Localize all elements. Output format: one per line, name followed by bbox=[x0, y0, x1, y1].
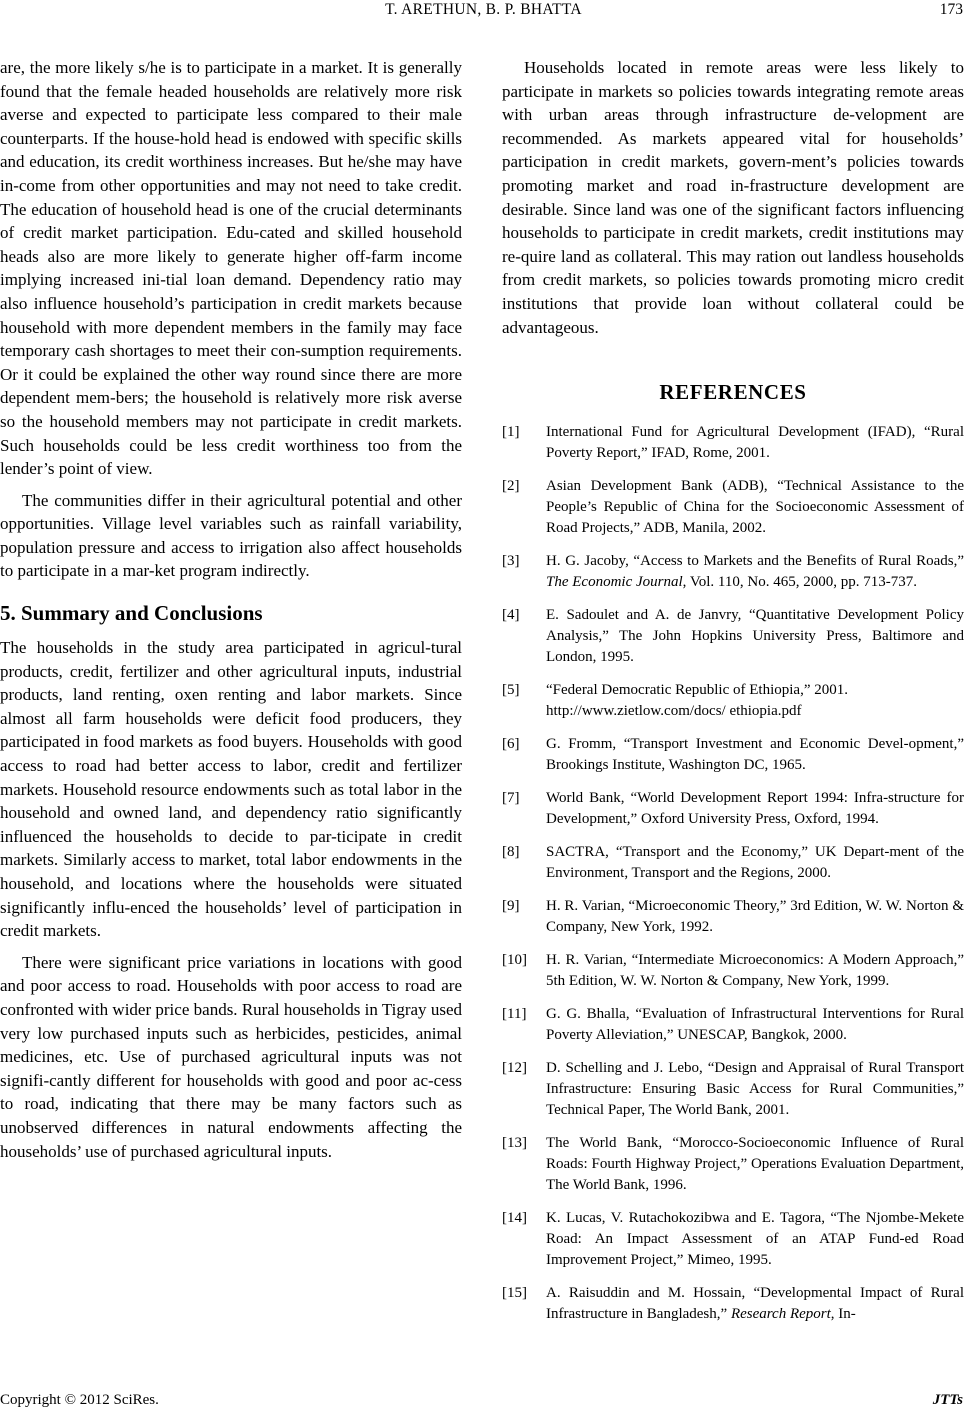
page-footer bbox=[0, 1392, 967, 1412]
reference-number: [10] bbox=[502, 952, 527, 969]
reference-item bbox=[502, 551, 964, 593]
reference-item bbox=[502, 1004, 964, 1046]
reference-text-part: “Federal Democratic Republic of Ethiopia,” 2001. bbox=[546, 682, 848, 699]
paragraph: The households in the study area participated in agricul-tural products, credit, fertilizer and other agricultural inputs, industrial products, land renting, oxen renting and labor markets. Since almost all farm households were deficit food producers, they participated in food markets as food buyers. Households with good access to road had better access to labor, credit and fertilizer markets. Household resource endowments such as total labor in the household and owned land, and dependency ratio significantly influenced the households to decide to par-ticipate in credit markets. Similarly access to market, total labor endowments in the household, and locations where the households were situated significantly influ-enced the households’ level of participation in credit markets. bbox=[0, 638, 462, 941]
reference-number: [7] bbox=[502, 790, 520, 807]
reference-item bbox=[502, 950, 964, 992]
reference-text bbox=[546, 476, 964, 539]
reference-text bbox=[546, 896, 964, 938]
paragraph: are, the more likely s/he is to participate in a market. It is generally found that the female headed households are relatively more risk averse and expected to participate less compared to their male counterparts. If the house-hold head is endowed with specific skills and education, its credit worthiness increases. But he/she may have in-come from other opportunities and may not need to take credit. The education of household head is one of the crucial determinants of credit market participation. Edu-cated and skilled household heads also are more likely to generate higher off-farm income implying increased ini-tial loan demand. Dependency ratio may also influence household’s participation in credit markets because household with more dependent members in the family may face temporary cash shortages to meet their con-sumption requirements. Or it could be explained the other way round since there are more dependent mem-bers; the household is relatively more risk averse so the household members may not participate in credit markets. Such households could be less credit worthiness too from the lender’s point of view. bbox=[0, 58, 462, 479]
section-heading: 5. Summary and Conclusions bbox=[0, 601, 263, 626]
reference-text-part: H. G. Jacoby, “Access to Markets and the Benefits of Rural Roads,” bbox=[546, 553, 964, 570]
reference-text-part: A. Raisuddin and M. Hossain, “Developmental Impact of Rural Infrastructure in Bangladesh,” bbox=[546, 1285, 964, 1323]
reference-text-part: , Vol. 110, No. 465, 2000, pp. 713-737. bbox=[682, 574, 917, 591]
reference-item bbox=[502, 422, 964, 464]
reference-text-part: G. G. Bhalla, “Evaluation of Infrastructural Interventions for Rural Poverty Alleviation,” UNESCAP, Bangkok, 2000. bbox=[546, 1006, 964, 1044]
reference-item bbox=[502, 605, 964, 668]
reference-text bbox=[546, 950, 964, 992]
reference-source-title: The Economic Journal bbox=[546, 574, 683, 591]
reference-text bbox=[546, 1133, 964, 1196]
reference-number: [2] bbox=[502, 478, 520, 495]
reference-text bbox=[546, 1283, 964, 1325]
reference-item bbox=[502, 680, 964, 722]
reference-text bbox=[546, 734, 964, 776]
reference-text bbox=[546, 1208, 964, 1271]
reference-text-part: Asian Development Bank (ADB), “Technical Assistance to the People’s Republic of China for the Socioeconomic Assessment of Road Projects,” ADB, Manila, 2002. bbox=[546, 478, 964, 537]
reference-number: [5] bbox=[502, 682, 520, 699]
reference-text-part: H. R. Varian, “Microeconomic Theory,” 3rd Edition, W. W. Norton & Company, New York, 1992. bbox=[546, 898, 964, 936]
reference-text bbox=[546, 842, 964, 884]
reference-text bbox=[546, 1004, 964, 1046]
reference-text-part: SACTRA, “Transport and the Economy,” UK Depart-ment of the Environment, Transport and the Regions, 2000. bbox=[546, 844, 964, 882]
reference-text bbox=[546, 551, 964, 593]
references-heading: REFERENCES bbox=[659, 380, 807, 405]
reference-text-part: H. R. Varian, “Intermediate Microeconomics: A Modern Approach,” 5th Edition, W. W. Norton & Company, New York, 1999. bbox=[546, 952, 964, 990]
reference-item bbox=[502, 842, 964, 884]
reference-number: [1] bbox=[502, 424, 520, 441]
copyright-notice: Copyright © 2012 SciRes. bbox=[0, 1392, 159, 1408]
reference-item bbox=[502, 1133, 964, 1196]
reference-item bbox=[502, 1283, 964, 1325]
reference-text-part: G. Fromm, “Transport Investment and Economic Devel-opment,” Brookings Institute, Washington DC, 1965. bbox=[546, 736, 964, 774]
reference-url[interactable]: http://www.zietlow.com/docs/ ethiopia.pdf bbox=[546, 703, 802, 720]
page-header bbox=[0, 0, 967, 22]
reference-item bbox=[502, 734, 964, 776]
reference-text-part: D. Schelling and J. Lebo, “Design and Appraisal of Rural Transport Infrastructure: Ensuring Basic Access for Rural Communities,” Technical Paper, The World Bank, 2001. bbox=[546, 1060, 964, 1119]
reference-text-part: The World Bank, “Morocco-Socioeconomic Influence of Rural Roads: Fourth Highway Project,” Operations Evaluation Department, The World Bank, 1996. bbox=[546, 1135, 964, 1194]
reference-number: [6] bbox=[502, 736, 520, 753]
reference-number: [12] bbox=[502, 1060, 527, 1077]
paragraph: There were significant price variations in locations with good and poor access to road. Households with poor access to road are confronted with wider price bands. Rural households in Tigray used very low purchased inputs such as herbicides, pesticides, animal medicines, etc. Use of purchased agricultural inputs was not signifi-cantly different for households with good and poor ac-cess to road, indicating that there may be many factors such as unobserved differences in natural endowments affecting the households’ use of purchased agricultural inputs. bbox=[0, 952, 462, 1161]
reference-item bbox=[502, 476, 964, 539]
reference-number: [3] bbox=[502, 553, 520, 570]
reference-number: [8] bbox=[502, 844, 520, 861]
reference-number: [14] bbox=[502, 1210, 527, 1227]
reference-item bbox=[502, 788, 964, 830]
reference-text bbox=[546, 1058, 964, 1121]
running-head-authors: T. ARETHUN, B. P. BHATTA bbox=[385, 1, 582, 18]
paragraph: The communities differ in their agricultural potential and other opportunities. Village level variables such as rainfall variability, population pressure and access to irrigation also affect households to participate in a mar-ket program indirectly. bbox=[0, 490, 462, 581]
reference-text bbox=[546, 788, 964, 830]
reference-item bbox=[502, 896, 964, 938]
page-number: 173 bbox=[939, 1, 963, 18]
journal-abbreviation: JTTs bbox=[932, 1392, 963, 1408]
reference-text-part: International Fund for Agricultural Development (IFAD), “Rural Poverty Report,” IFAD, Rome, 2001. bbox=[546, 424, 964, 462]
reference-text bbox=[546, 680, 964, 722]
reference-item bbox=[502, 1208, 964, 1271]
reference-text bbox=[546, 422, 964, 464]
reference-number: [9] bbox=[502, 898, 520, 915]
reference-text-part: K. Lucas, V. Rutachokozibwa and E. Tagora, “The Njombe-Mekete Road: An Impact Assessment of an ATAP Fund-ed Road Improvement Project,” Mimeo, 1995. bbox=[546, 1210, 964, 1269]
paragraph: Households located in remote areas were less likely to participate in markets so policies towards integrating remote areas with urban areas through infrastructure de-velopment are recommended. As markets appeared vital for households’ participation in credit markets, govern-ment’s policies towards promoting market and road in-frastructure development are desirable. Since land was one of the significant factors influencing households to participate in credit markets, credit institutions may re-quire land as collateral. This may ration out landless households from credit markets, so policies towards promoting micro credit institutions that provide loan without collateral could be advantageous. bbox=[502, 58, 964, 337]
right-column bbox=[502, 56, 964, 1337]
reference-number: [15] bbox=[502, 1285, 527, 1302]
reference-text-part: E. Sadoulet and A. de Janvry, “Quantitative Development Policy Analysis,” The John Hopkins University Press, Baltimore and London, 1995. bbox=[546, 607, 964, 666]
reference-text-part: World Bank, “World Development Report 1994: Infra-structure for Development,” Oxford University Press, Oxford, 1994. bbox=[546, 790, 964, 828]
reference-number: [13] bbox=[502, 1135, 527, 1152]
reference-number: [11] bbox=[502, 1006, 527, 1023]
reference-list bbox=[502, 422, 964, 1325]
reference-source-title: Research Report bbox=[730, 1306, 831, 1323]
left-column bbox=[0, 56, 462, 1163]
reference-number: [4] bbox=[502, 607, 520, 624]
reference-text bbox=[546, 605, 964, 668]
reference-text-part: , In- bbox=[830, 1306, 856, 1323]
reference-item bbox=[502, 1058, 964, 1121]
